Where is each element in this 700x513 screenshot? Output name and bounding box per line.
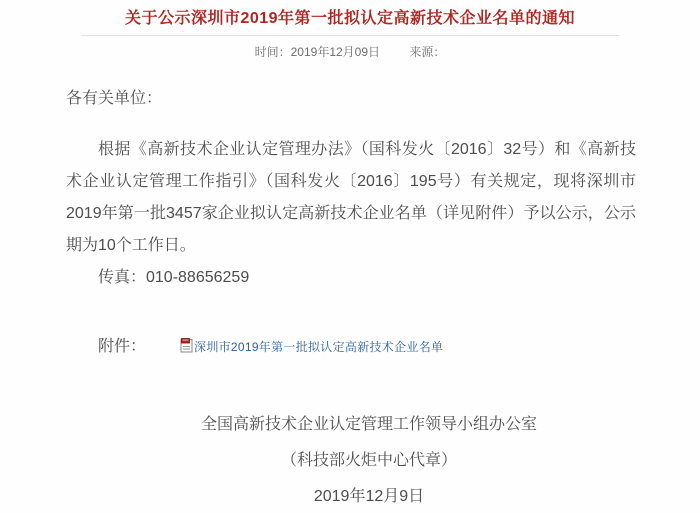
meta-time-label: 时间： — [254, 45, 291, 59]
signature-seal-note: （科技部火炬中心代章） — [280, 452, 457, 469]
rar-file-icon — [148, 338, 193, 360]
notice-body — [66, 88, 636, 360]
salutation: 各有关单位： — [66, 90, 163, 107]
fax-line: 传真：010-88656259 — [98, 269, 250, 286]
attachment-label: 附件： — [98, 338, 147, 355]
page-title: 关于公示深圳市2019年第一批拟认定高新技术企业名单的通知 — [124, 10, 576, 27]
title-divider — [81, 35, 619, 36]
notice-paragraph: 根据《高新技术企业认定管理办法》（国科发火〔2016〕32号）和《高新技术企业认定管理工作指引》（国科发火〔2016〕195号）有关规定，现将深圳市2019年第一批3457家企业拟认定高新技术企业名单（详见附件）予以公示，公示期为10个工作日。 — [66, 141, 636, 254]
attachment-line — [66, 336, 636, 360]
meta-bar — [0, 44, 700, 60]
meta-time-value: 2019年12月09日 — [290, 45, 381, 59]
signature-date: 2019年12月9日 — [313, 488, 425, 505]
meta-source-label: 来源： — [409, 45, 446, 59]
signature-block — [0, 415, 700, 507]
attachment-link[interactable]: 深圳市2019年第一批拟认定高新技术企业名单 — [194, 340, 444, 354]
signature-org: 全国高新技术企业认定管理工作领导小组办公室 — [200, 416, 537, 433]
